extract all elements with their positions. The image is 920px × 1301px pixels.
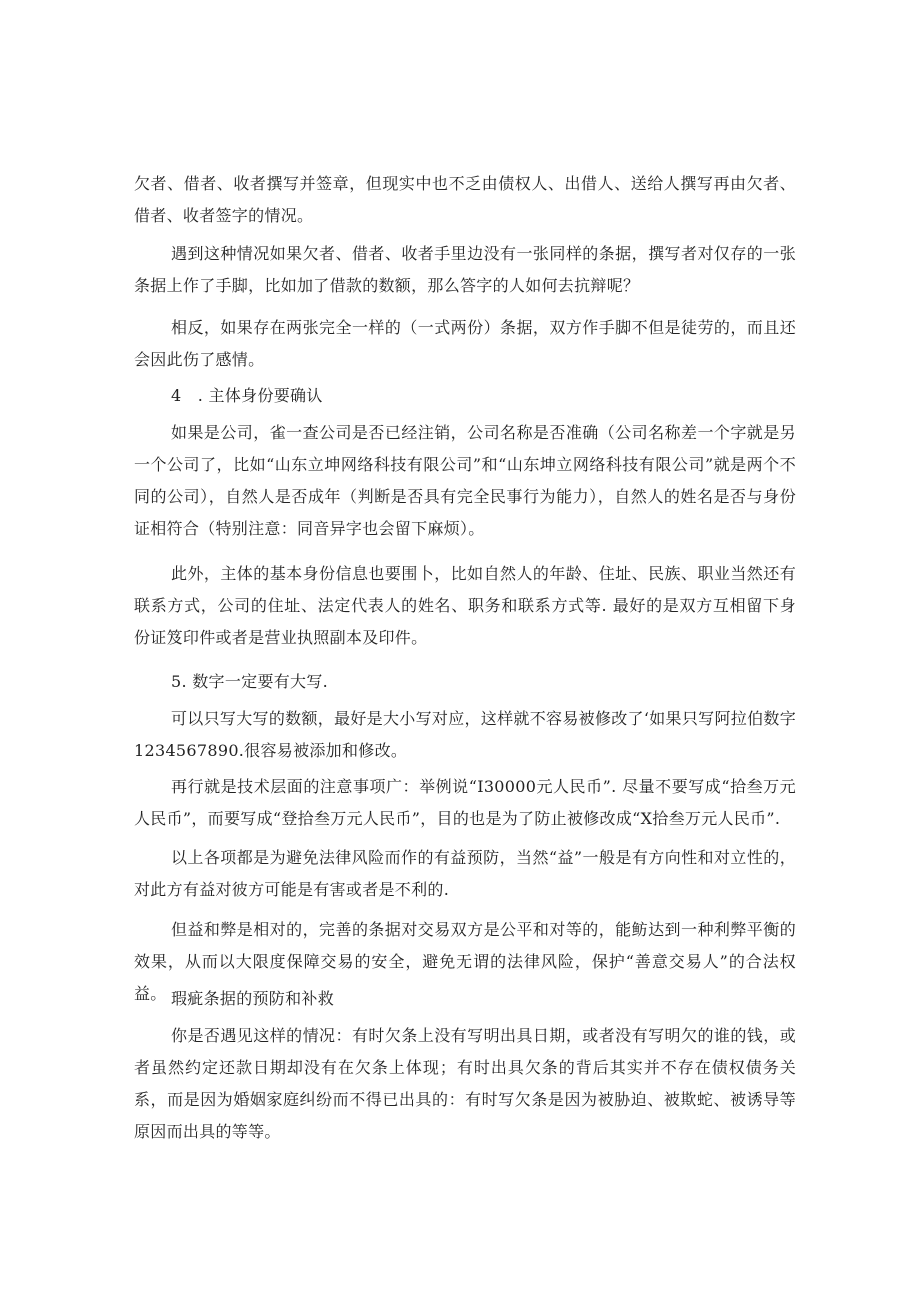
section-heading-defective-receipts: 瑕疵条据的预防和补救 [171, 989, 335, 1008]
paragraph-balance: 但益和弊是相对的，完善的条据对交易双方是公平和对等的，能鲂达到一种利弊平衡的效果，从而以大限度保障交易的安全，避免无谓的法律风险，保护“善意交易人”的合法权益。 [134, 920, 796, 1003]
paragraph-duplicate-copies: 相反，如果存在两张完全一样的（一式两份）条据，双方作手脚不但是徒劳的，而且还会因此伤了感情。 [134, 318, 796, 369]
paragraph-uppercase-amount: 可以只写大写的数额，最好是大小写对应，这样就不容易被修改了‘如果只写阿拉伯数字1234567890.很容易被添加和修改。 [134, 709, 796, 760]
paragraph-technical-notes: 再行就是技术层面的注意事项广：举例说“I30000元人民币”. 尽量不要写成“拾叁万元人民币”，而要写成“登拾叁万元人民币”，目的也是为了防止被修改成“X拾叁万元人民币”. [134, 777, 796, 828]
paragraph-prevention-summary: 以上各项都是为避免法律风险而作的有益预防，当然“益”一般是有方向性和对立性的，对此方有益对彼方可能是有害或者是不利的. [134, 848, 796, 899]
paragraph-tampering-risk: 遇到这种情况如果欠者、借者、收者手里边没有一张同样的条据，撰写者对仅存的一张条据上作了手脚，比如加了借款的数额，那么答字的人如何去抗辩呢？ [134, 244, 796, 295]
paragraph-identity-check: 如果是公司，雀一查公司是否已经注销，公司名称是否准确（公司名称差一个字就是另一个公司了，比如“山东立坤网络科技有限公司”和“山东坤立网络科技有限公司”就是两个不同的公司），自然人是否成年（判断是否具有完全民事行为能力），自然人的姓名是否与身份证相符合（特别注意：同音异字也会留下麻烦）。 [134, 423, 796, 538]
section-heading-uppercase-numbers: 5. 数字一定要有大写. [171, 672, 329, 691]
paragraph-identity-info: 此外，主体的基本身份信息也要围卜，比如自然人的年龄、住址、民族、职业当然还有联系方式，公司的住址、法定代表人的姓名、职务和联系方式等. 最好的是双方互相留下身份证笈印件或者是营业执照副本及印件。 [134, 564, 796, 647]
section-heading-identity: 4 . 主体身份要确认 [171, 386, 323, 405]
paragraph-defective-cases: 你是否遇见这样的情况：有时欠条上没有写明出具日期，或者没有写明欠的谁的钱，或者虽然约定还款日期却没有在欠条上体现；有时出具欠条的背后其实并不存在债权债务关系，而是因为婚姻家庭纠纷而不得已出具的：有时写欠条是因为被胁迫、被欺蛇、被诱导等原因而出具的等等。 [134, 1026, 796, 1141]
paragraph-signing-practice: 欠者、借者、收者撰写并签章，但现实中也不乏由债权人、出借人、送给人撰写再由欠者、借者、收者签字的情况。 [134, 174, 796, 225]
